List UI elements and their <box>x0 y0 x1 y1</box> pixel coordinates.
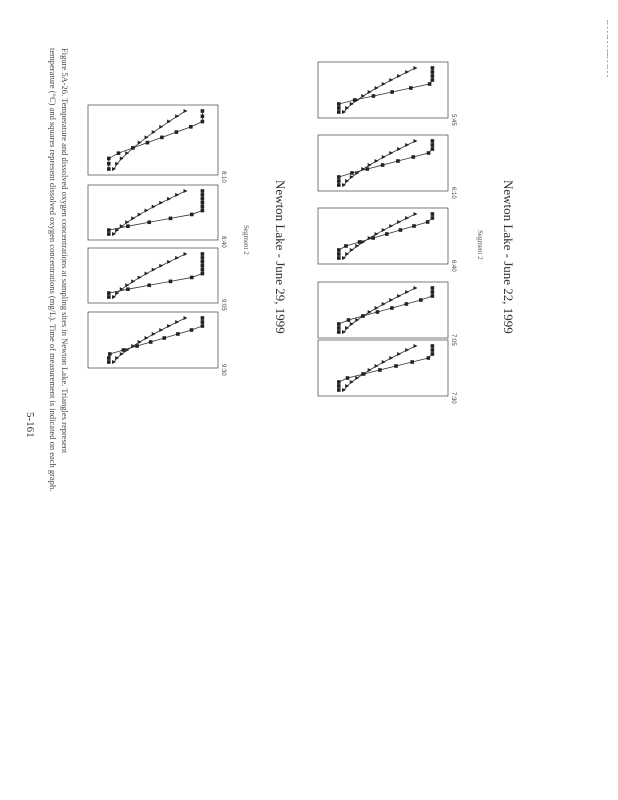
temperature-marker <box>382 155 386 159</box>
oxygen-marker <box>431 66 435 70</box>
oxygen-marker <box>385 232 389 236</box>
panel-time-label: 6:40 <box>450 260 456 272</box>
temperature-marker <box>397 352 401 356</box>
oxygen-marker <box>107 295 111 299</box>
oxygen-marker <box>409 86 413 90</box>
temperature-marker <box>184 109 188 113</box>
temperature-marker <box>138 212 142 216</box>
oxygen-marker <box>126 287 130 291</box>
temperature-marker <box>152 205 156 209</box>
segment-label-bottom: Segment 2 <box>242 225 250 255</box>
temperature-marker <box>375 159 379 163</box>
oxygen-marker <box>190 328 194 332</box>
temperature-marker <box>414 286 418 290</box>
graph-panel-4 <box>318 282 456 346</box>
temperature-marker <box>368 368 372 372</box>
temperature-marker <box>375 364 379 368</box>
temperature-marker <box>397 74 401 78</box>
oxygen-marker <box>147 283 151 287</box>
oxygen-line <box>109 254 203 297</box>
oxygen-marker <box>107 167 111 171</box>
oxygen-marker <box>361 314 365 318</box>
oxygen-marker <box>426 220 430 224</box>
oxygen-line <box>109 111 203 169</box>
temperature-marker <box>375 232 379 236</box>
temperature-line <box>114 111 186 169</box>
oxygen-line <box>339 141 433 185</box>
temperature-marker <box>414 66 418 70</box>
oxygen-marker <box>190 213 194 217</box>
temperature-marker <box>414 344 418 348</box>
oxygen-marker <box>201 252 205 256</box>
oxygen-marker <box>381 163 385 167</box>
temperature-line <box>114 318 186 362</box>
oxygen-marker <box>431 70 435 74</box>
oxygen-marker <box>169 280 173 284</box>
oxygen-marker <box>146 141 150 145</box>
temperature-marker <box>375 86 379 90</box>
oxygen-marker <box>390 90 394 94</box>
oxygen-marker <box>337 248 341 252</box>
graph-panel-7 <box>88 185 226 248</box>
temperature-marker <box>167 324 171 328</box>
oxygen-marker <box>358 240 362 244</box>
temperature-marker <box>152 332 156 336</box>
graph-row-bottom <box>88 105 226 376</box>
oxygen-marker <box>337 252 341 256</box>
temperature-marker <box>397 147 401 151</box>
oxygen-marker <box>405 302 409 306</box>
oxygen-marker <box>431 143 435 147</box>
oxygen-marker <box>431 290 435 294</box>
temperature-marker <box>397 294 401 298</box>
graph-panel-6 <box>88 105 226 183</box>
oxygen-marker <box>378 368 382 372</box>
oxygen-marker <box>337 175 341 179</box>
temperature-marker <box>175 193 179 197</box>
oxygen-marker <box>399 228 403 232</box>
panel-time-label: 9:30 <box>220 364 226 376</box>
temperature-marker <box>382 82 386 86</box>
oxygen-marker <box>337 380 341 384</box>
panel-time-label: 7:30 <box>450 392 456 404</box>
graph-panel-9 <box>88 312 226 376</box>
oxygen-marker <box>169 217 173 221</box>
temperature-marker <box>175 114 179 118</box>
temperature-marker <box>138 275 142 279</box>
oxygen-marker <box>337 106 341 110</box>
temperature-marker <box>145 209 149 213</box>
oxygen-marker <box>431 286 435 290</box>
oxygen-marker <box>347 318 351 322</box>
temperature-marker <box>131 216 135 220</box>
oxygen-marker <box>337 256 341 260</box>
oxygen-marker <box>396 159 400 163</box>
temperature-marker <box>175 256 179 260</box>
oxygen-line <box>109 191 203 234</box>
panel-time-label: 8:10 <box>220 171 226 183</box>
oxygen-marker <box>431 78 435 82</box>
temperature-marker <box>389 298 393 302</box>
temperature-marker <box>138 340 142 344</box>
graph-row-top <box>318 62 456 404</box>
oxygen-marker <box>108 352 112 356</box>
oxygen-marker <box>346 376 350 380</box>
header-noise: -- - - -- - - ---- - -- - - <box>604 20 612 78</box>
temperature-marker <box>414 212 418 216</box>
oxygen-marker <box>371 236 375 240</box>
temperature-marker <box>184 189 188 193</box>
temperature-marker <box>175 320 179 324</box>
temperature-marker <box>389 224 393 228</box>
oxygen-marker <box>431 344 435 348</box>
temperature-marker <box>382 302 386 306</box>
figure-title-bottom: Newton Lake - June 29, 1999 <box>273 180 288 334</box>
temperature-marker <box>159 201 163 205</box>
oxygen-marker <box>201 320 205 324</box>
oxygen-marker <box>337 322 341 326</box>
oxygen-marker <box>201 268 205 272</box>
temperature-marker <box>125 283 129 287</box>
oxygen-marker <box>431 212 435 216</box>
oxygen-marker <box>107 360 111 364</box>
temperature-marker <box>184 252 188 256</box>
graph-panel-8 <box>88 248 226 311</box>
oxygen-line <box>339 214 433 258</box>
temperature-marker <box>112 167 116 171</box>
temperature-marker <box>159 264 163 268</box>
graph-panel-5 <box>318 340 456 404</box>
oxygen-marker <box>412 224 416 228</box>
temperature-marker <box>159 328 163 332</box>
oxygen-marker <box>201 264 205 268</box>
oxygen-marker <box>431 139 435 143</box>
temperature-marker <box>184 316 188 320</box>
oxygen-marker <box>201 324 205 328</box>
oxygen-marker <box>431 216 435 220</box>
temperature-line <box>344 346 416 390</box>
temperature-marker <box>405 348 409 352</box>
oxygen-marker <box>107 162 111 166</box>
graph-panel-1 <box>318 62 456 126</box>
temperature-marker <box>167 260 171 264</box>
temperature-marker <box>389 356 393 360</box>
temperature-marker <box>125 220 129 224</box>
oxygen-line <box>339 346 433 390</box>
oxygen-marker <box>337 110 341 114</box>
oxygen-line <box>109 318 203 362</box>
temperature-marker <box>382 360 386 364</box>
oxygen-marker <box>431 147 435 151</box>
temperature-marker <box>405 290 409 294</box>
oxygen-marker <box>353 98 357 102</box>
temperature-marker <box>382 228 386 232</box>
oxygen-marker <box>160 136 164 140</box>
oxygen-marker <box>427 151 431 155</box>
oxygen-marker <box>201 316 205 320</box>
oxygen-marker <box>428 82 432 86</box>
oxygen-marker <box>201 193 205 197</box>
oxygen-marker <box>201 260 205 264</box>
oxygen-marker <box>419 298 423 302</box>
temperature-marker <box>389 78 393 82</box>
oxygen-marker <box>431 294 435 298</box>
temperature-line <box>344 288 416 332</box>
oxygen-marker <box>201 256 205 260</box>
temperature-marker <box>167 120 171 124</box>
oxygen-marker <box>176 332 180 336</box>
oxygen-marker <box>390 306 394 310</box>
figure-title-top: Newton Lake - June 22, 1999 <box>501 180 516 334</box>
oxygen-marker <box>366 167 370 171</box>
temperature-marker <box>405 70 409 74</box>
temperature-marker <box>414 139 418 143</box>
oxygen-marker <box>201 209 205 213</box>
temperature-marker <box>368 163 372 167</box>
temperature-marker <box>145 272 149 276</box>
temperature-marker <box>152 268 156 272</box>
oxygen-marker <box>372 94 376 98</box>
oxygen-marker <box>337 388 341 392</box>
oxygen-marker <box>350 171 354 175</box>
page-number: 5-161 <box>24 412 36 438</box>
temperature-marker <box>375 306 379 310</box>
oxygen-marker <box>201 189 205 193</box>
figure-caption-line1: Figure 5A-26. Temperature and dissolved oxygen concentrations at sampling sites in Newton Lake. Triangles represent <box>60 48 70 454</box>
oxygen-marker <box>107 356 111 360</box>
oxygen-marker <box>117 151 121 155</box>
oxygen-marker <box>201 205 205 209</box>
oxygen-marker <box>337 183 341 187</box>
oxygen-marker <box>201 272 205 276</box>
temperature-line <box>114 191 186 234</box>
temperature-line <box>344 141 416 185</box>
oxygen-marker <box>431 74 435 78</box>
oxygen-marker <box>201 197 205 201</box>
oxygen-marker <box>201 114 205 118</box>
temperature-line <box>344 68 416 112</box>
oxygen-marker <box>147 220 151 224</box>
panel-time-label: 5:45 <box>450 114 456 126</box>
temperature-marker <box>389 151 393 155</box>
oxygen-marker <box>107 232 111 236</box>
temperature-marker <box>167 197 171 201</box>
temperature-marker <box>405 143 409 147</box>
oxygen-marker <box>175 130 179 134</box>
figure-caption-line2: temperature (°C) and squares represent dissolved oxygen concentrations (mg/L). Time of measurement is indicated on each graph. <box>48 48 58 492</box>
oxygen-marker <box>337 384 341 388</box>
graph-panel-2 <box>318 135 456 199</box>
graph-panel-3 <box>318 208 456 272</box>
oxygen-marker <box>410 360 414 364</box>
oxygen-marker <box>431 352 435 356</box>
temperature-marker <box>397 220 401 224</box>
panel-time-label: 7:05 <box>450 334 456 346</box>
oxygen-marker <box>431 348 435 352</box>
temperature-marker <box>405 216 409 220</box>
panel-time-label: 9:05 <box>220 299 226 311</box>
oxygen-line <box>339 288 433 332</box>
temperature-marker <box>131 279 135 283</box>
panel-time-label: 8:40 <box>220 236 226 248</box>
temperature-line <box>114 254 186 297</box>
oxygen-marker <box>126 224 130 228</box>
oxygen-marker <box>107 157 111 161</box>
oxygen-marker <box>201 109 205 113</box>
oxygen-marker <box>201 120 205 124</box>
oxygen-marker <box>190 276 194 280</box>
oxygen-marker <box>135 344 139 348</box>
panel-time-label: 6:10 <box>450 187 456 199</box>
temperature-marker <box>361 94 365 98</box>
oxygen-marker <box>107 228 111 232</box>
oxygen-marker <box>107 291 111 295</box>
oxygen-marker <box>344 244 348 248</box>
oxygen-marker <box>411 155 415 159</box>
oxygen-marker <box>122 348 126 352</box>
oxygen-marker <box>394 364 398 368</box>
oxygen-marker <box>337 102 341 106</box>
oxygen-marker <box>362 372 366 376</box>
oxygen-marker <box>189 125 193 129</box>
oxygen-marker <box>131 146 135 150</box>
oxygen-marker <box>376 310 380 314</box>
oxygen-marker <box>427 356 431 360</box>
oxygen-marker <box>149 340 153 344</box>
temperature-marker <box>368 90 372 94</box>
oxygen-marker <box>337 179 341 183</box>
segment-label-top: Segment 2 <box>476 230 484 260</box>
oxygen-marker <box>201 201 205 205</box>
oxygen-marker <box>162 336 166 340</box>
oxygen-line <box>339 68 433 112</box>
temperature-marker <box>145 336 149 340</box>
oxygen-marker <box>337 326 341 330</box>
oxygen-marker <box>337 330 341 334</box>
